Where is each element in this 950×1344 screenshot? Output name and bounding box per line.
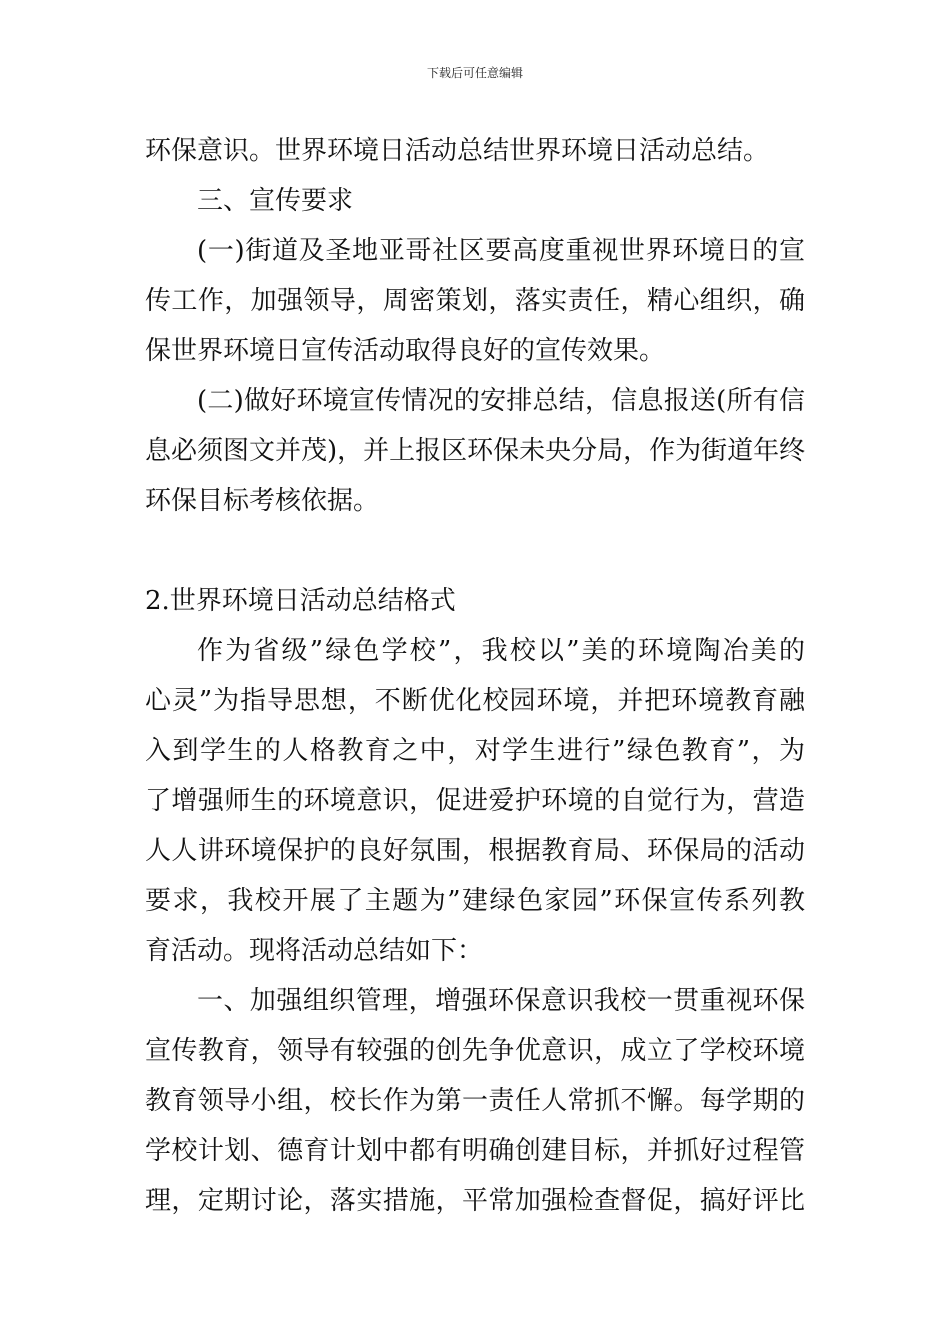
page-header: 下载后可任意编辑 [426, 66, 523, 80]
text-line: 教育领导小组，校长作为第一责任人常抓不懈。每学期的 [145, 1086, 805, 1116]
text-line: 传工作，加强领导，周密策划，落实责任，精心组织，确 [145, 286, 805, 316]
text-line: 环保目标考核依据。 [145, 486, 380, 516]
document-body [145, 126, 805, 1226]
text-line: 作为省级”绿色学校”，我校以”美的环境陶冶美的 [197, 636, 805, 666]
text-line: 一、加强组织管理，增强环保意识我校一贯重视环保 [197, 986, 805, 1016]
blank-line [145, 526, 805, 576]
text-line: 要求，我校开展了主题为”建绿色家园”环保宣传系列教 [145, 886, 805, 916]
text-line: 人人讲环境保护的良好氛围，根据教育局、环保局的活动 [145, 836, 805, 866]
text-line: 理，定期讨论，落实措施，平常加强检查督促，搞好评比 [145, 1186, 805, 1216]
section-heading: 2.世界环境日活动总结格式 [145, 586, 456, 616]
text-line: 宣传教育，领导有较强的创先争优意识，成立了学校环境 [145, 1036, 805, 1066]
section-heading: 三、宣传要求 [197, 186, 354, 216]
text-line: 保世界环境日宣传活动取得良好的宣传效果。 [145, 336, 666, 366]
text-line: (二)做好环境宣传情况的安排总结，信息报送(所有信 [197, 386, 805, 416]
text-line: 入到学生的人格教育之中，对学生进行”绿色教育”，为 [145, 736, 805, 766]
text-line: (一)街道及圣地亚哥社区要高度重视世界环境日的宣 [197, 236, 805, 266]
text-line: 学校计划、德育计划中都有明确创建目标，并抓好过程管 [145, 1136, 805, 1166]
text-line: 育活动。现将活动总结如下： [145, 936, 484, 966]
text-line: 心灵”为指导思想，不断优化校园环境，并把环境教育融 [145, 686, 805, 716]
text-line: 环保意识。世界环境日活动总结世界环境日活动总结。 [145, 136, 770, 166]
text-line: 息必须图文并茂)，并上报区环保未央分局，作为街道年终 [145, 436, 806, 466]
text-line: 了增强师生的环境意识，促进爱护环境的自觉行为，营造 [145, 786, 805, 816]
